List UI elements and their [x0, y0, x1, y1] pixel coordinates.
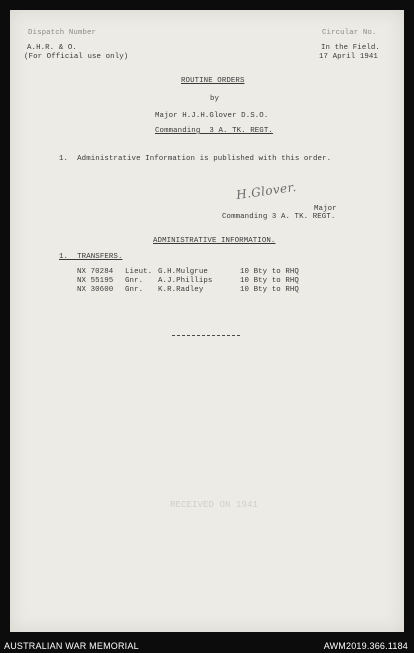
document-page — [10, 10, 404, 632]
by-line: by — [210, 95, 220, 103]
transfers-heading: 1. TRANSFERS. — [59, 253, 123, 261]
service-number: NX 70284 — [77, 268, 114, 276]
destination: 10 Bty to RHQ — [240, 268, 299, 276]
service-number: NX 55195 — [77, 277, 114, 285]
order-item-1: 1. Administrative Information is published with this order. — [59, 155, 332, 163]
rank: Lieut. — [125, 268, 153, 276]
ghost-stamp-text: RECEIVED ON 1941 — [170, 500, 259, 510]
soldier-name: A.J.Phillips — [158, 277, 213, 285]
official-use-line: (For Official use only) — [24, 53, 129, 61]
service-number: NX 30600 — [77, 286, 114, 294]
archive-reference: AWM2019.366.1184 — [323, 641, 408, 651]
signature-rank: Major — [314, 205, 337, 213]
soldier-name: K.R.Radley — [158, 286, 204, 294]
destination: 10 Bty to RHQ — [240, 286, 299, 294]
circular-number-faint: Circular No. — [322, 29, 377, 37]
command-line: Commanding 3 A. TK. REGT. — [155, 127, 273, 135]
signature: H.Glover. — [235, 179, 298, 203]
destination: 10 Bty to RHQ — [240, 277, 299, 285]
end-rule — [172, 335, 240, 336]
dispatch-number-faint: Dispatch Number — [28, 29, 97, 37]
soldier-name: G.H.Mulgrue — [158, 268, 208, 276]
rank: Gnr. — [125, 286, 144, 294]
officer-name: Major H.J.H.Glover D.S.O. — [155, 112, 269, 120]
signature-command: Commanding 3 A. TK. REGT. — [222, 213, 336, 221]
archive-name: AUSTRALIAN WAR MEMORIAL — [4, 641, 139, 651]
document-title: ROUTINE ORDERS — [181, 77, 245, 85]
distribution-line: A.H.R. & O. — [27, 44, 77, 52]
location-line: In the Field. — [321, 44, 380, 52]
date-line: 17 April 1941 — [319, 53, 378, 61]
rank: Gnr. — [125, 277, 144, 285]
admin-info-heading: ADMINISTRATIVE INFORMATION. — [153, 237, 276, 245]
